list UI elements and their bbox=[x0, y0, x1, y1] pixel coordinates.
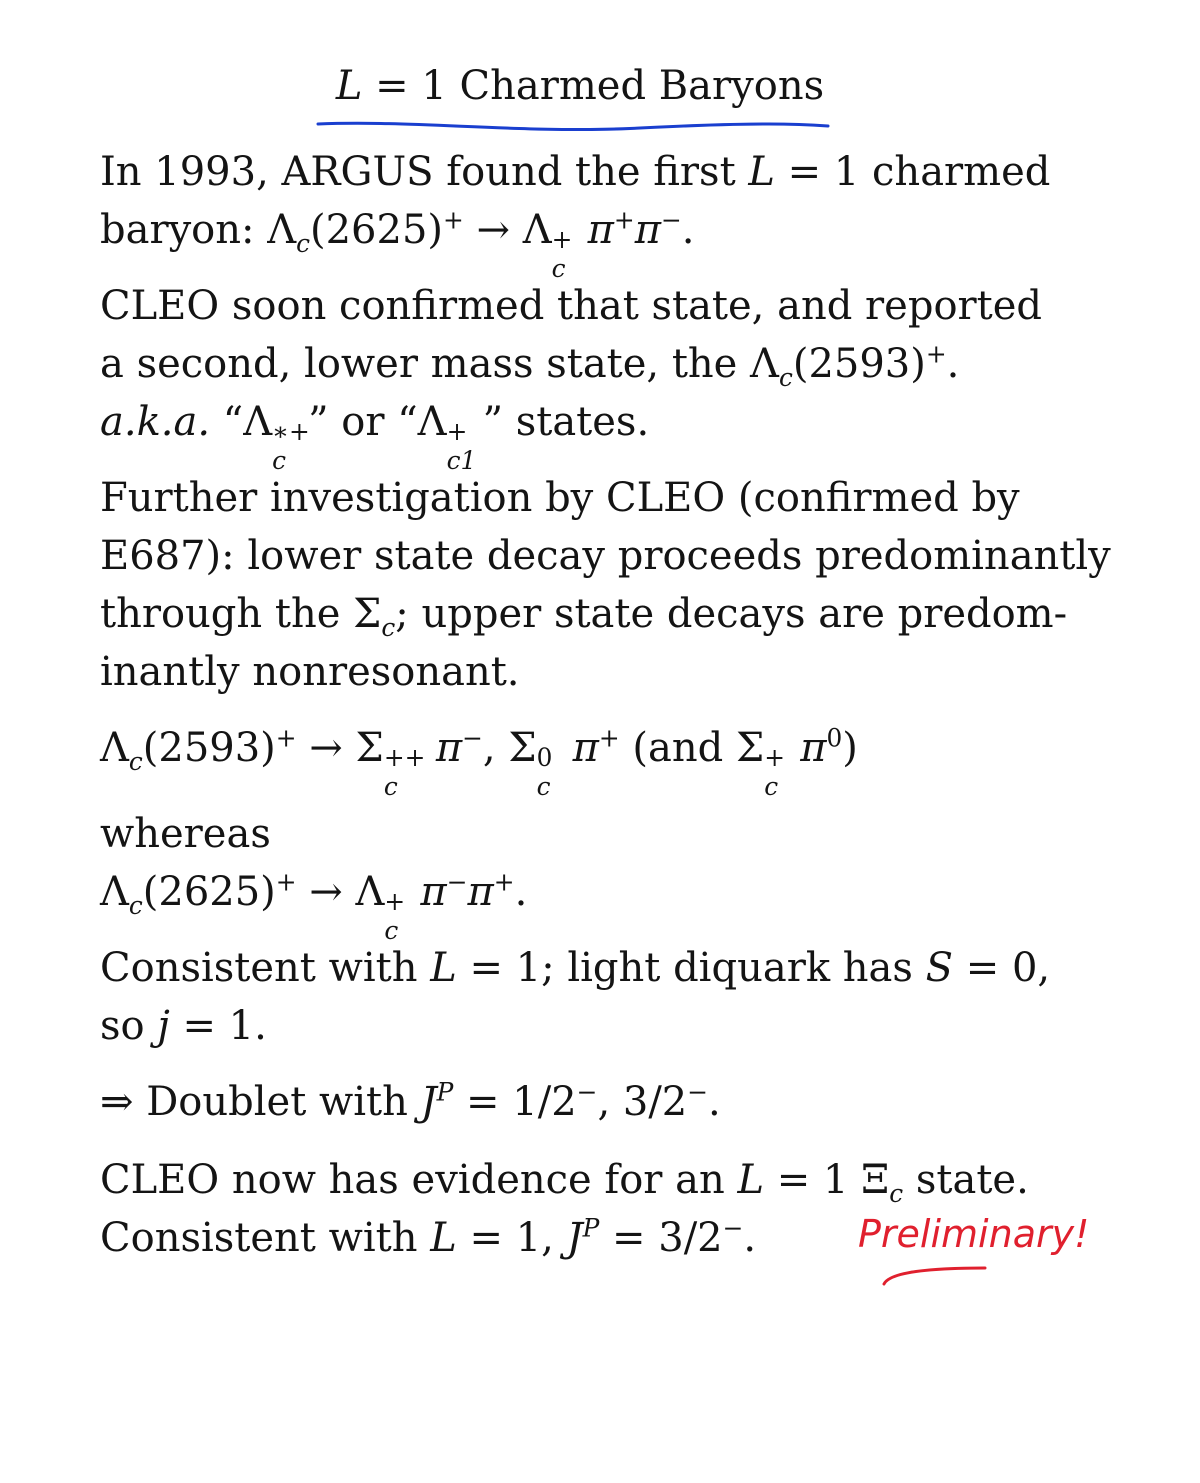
text-line-7: E687): lower state decay proceeds predominantly bbox=[100, 533, 1111, 579]
text-line-9: inantly nonresonant. bbox=[100, 649, 520, 695]
text-line-6: Further investigation by CLEO (confirmed by bbox=[100, 475, 1020, 521]
decay-equation-2625: $\Lambda_c(2625)^+ \to \Lambda$ + c π−π+. bbox=[100, 867, 528, 945]
text-line-16: CLEO now has evidence for an L = 1 $\Xi_c$ state. bbox=[100, 1157, 1029, 1208]
text-line-14: so j = 1. bbox=[100, 1003, 267, 1049]
text-line-doublet: ⇒ Doublet with $J^P = 1/2^-$, 3/2−. bbox=[100, 1077, 721, 1125]
text-line-17: Consistent with L = 1, $J^P = 3/2^-$. bbox=[100, 1213, 757, 1261]
text-line-4: a second, lower mass state, the $\Lambda_c(2593)^+$. bbox=[100, 339, 960, 392]
handwritten-annotation: Preliminary! bbox=[858, 1212, 1090, 1256]
text-line-3: CLEO soon confirmed that state, and reported bbox=[100, 283, 1042, 329]
text-line-8: through the $\Sigma_c$; upper state decays are predom- bbox=[100, 591, 1068, 642]
decay-equation-2593: $\Lambda_c(2593)^+ \to \Sigma$ ++ c π−, Σ 0 c π+ (and Σ + c $\pi^0$) bbox=[100, 723, 858, 801]
text-line-13: Consistent with L = 1; light diquark has S = 0, bbox=[100, 945, 1051, 991]
slide-title: L = 1 Charmed Baryons bbox=[335, 63, 825, 109]
text-line-5: a.k.a. “Λ ∗+ c ” or “Λ + c1 ” states. bbox=[100, 399, 650, 475]
text-line-1: In 1993, ARGUS found the first L = 1 charmed bbox=[100, 149, 1051, 195]
text-line-2: baryon: $\Lambda_c(2625)^+ \to \Lambda$ + c π+π−. bbox=[100, 205, 695, 283]
text-line-whereas: whereas bbox=[100, 811, 271, 857]
